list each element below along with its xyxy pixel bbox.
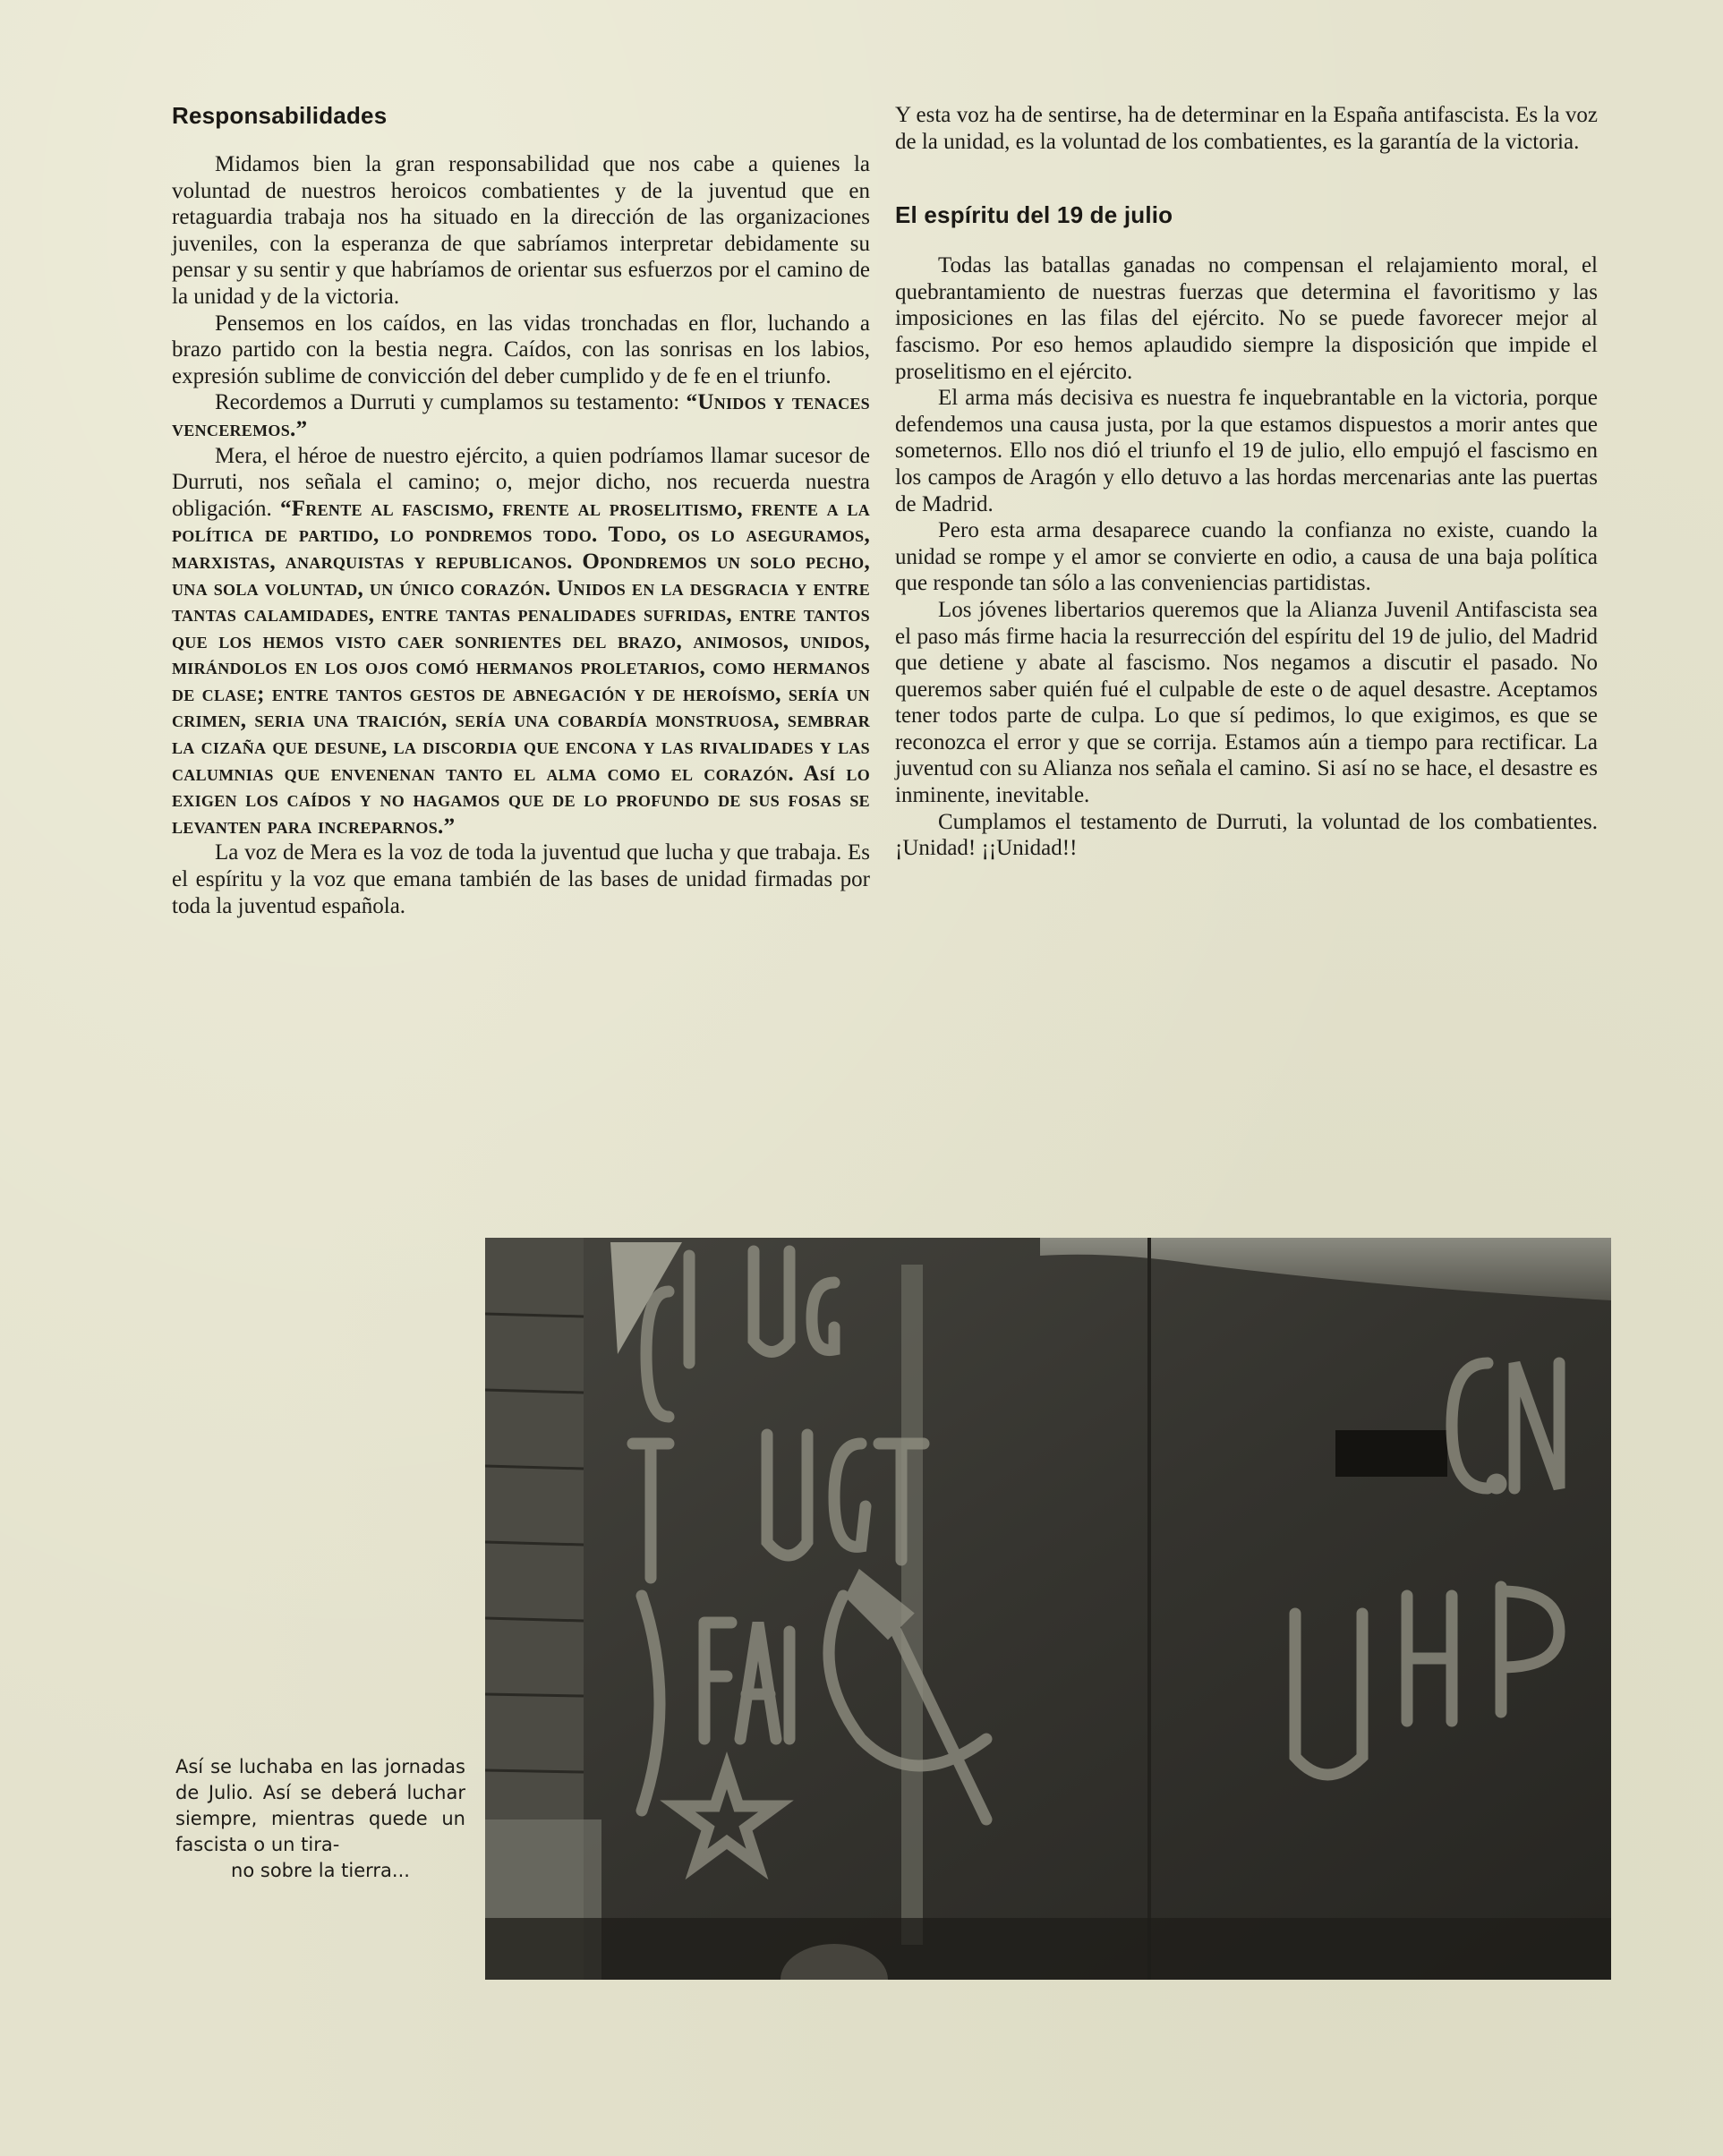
paragraph-mera bbox=[172, 443, 870, 840]
durruti-lead: Recordemos a Durruti y cumplamos su testamento: bbox=[215, 390, 687, 415]
section-heading-responsabilidades: Responsabilidades bbox=[172, 102, 388, 129]
mera-quote: “Frente al fascismo, frente al proselitismo, frente a la política de partido, lo pondremos todo. Todo, os lo aseguramos, marxistas, anarquistas y republicanos. Opondremos un solo pecho, una sola voluntad, un único corazón. Unidos en la desgracia y entre tantas calamidades, entre tantas penalidades sufridas, entre tantos que los hemos visto caer sonrientes del brazo, animosos, unidos, mirándolos en los ojos comó hermanos proletarios, como hermanos de clase; entre tantos gestos de abnegación y de heroísmo, sería un crimen, seria una traición, sería una cobardía monstruosa, sembrar la cizaña que desune, la discordia que encona y las rivalidades y las calumnias que envenenan tanto el alma como el corazón. Así lo exigen los caídos y no hagamos que de lo profundo de sus fosas se levanten para increparnos.” bbox=[172, 496, 870, 839]
caption-text: Así se luchaba en las jornadas de Julio. Así se deberá luchar siempre, mientras quede un fascista o un tira- bbox=[175, 1756, 465, 1855]
paragraph-midamos: Midamos bien la gran responsabilidad que nos cabe a quienes la voluntad de nuestros heroicos combatientes y de la juventud que en retaguardia trabaja nos ha situado en la dirección de las organizaciones juveniles, con la esperanza de que sabríamos interpretar debidamente su pensar y su sentir y que habríamos de orientar sus esfuerzos por el camino de la unidad y de la victoria. bbox=[172, 152, 870, 309]
photo-painted-wagon bbox=[485, 1238, 1611, 1980]
paragraph-pero: Pero esta arma desaparece cuando la confianza no existe, cuando la unidad se rompe y el amor se convierte en odio, a causa de una baja política que responde tan sólo a las conveniencias partidistas. bbox=[895, 518, 1598, 596]
left-column bbox=[172, 102, 870, 919]
mera-lead: Mera, el héroe de nuestro ejército, a quien podríamos llamar sucesor de Durruti, nos señala el camino; o, mejor dicho, nos recuerda nuestra obligación. bbox=[172, 443, 870, 521]
right-column bbox=[895, 102, 1598, 862]
paragraph-jovenes: Los jóvenes libertarios queremos que la Alianza Juvenil Antifascista sea el paso más firme hacia la resurrección del espíritu del 19 de julio, del Madrid que detiene y abate al fascismo. Nos negamos a discutir el pasado. No queremos saber quién fué el culpable de este o de aquel desastre. Aceptamos tener todos parte de culpa. Lo que sí pedimos, lo que exigimos, es que se reconozca el error y que se corrija. Estamos aún a tiempo para rectificar. La juventud con su Alianza nos señala el camino. Si así no se hace, el desastre es inminente, inevitable. bbox=[895, 597, 1598, 808]
paragraph-durruti bbox=[172, 389, 870, 442]
paragraph-batallas: Todas las batallas ganadas no compensan el relajamiento moral, el quebrantamiento de nuestras fuerzas que determina el favoritismo y las imposiciones en las filas del ejército. No se puede favorecer mejor al fascismo. Por eso hemos aplaudido siempre la disposición que impide el proselitismo en el ejército. bbox=[895, 253, 1598, 384]
paragraph-cumplamos: Cumplamos el testamento de Durruti, la voluntad de los combatientes. ¡Unidad! ¡¡Unidad!! bbox=[895, 809, 1598, 861]
paragraph-pensemos: Pensemos en los caídos, en las vidas tronchadas en flor, luchando a brazo partido con la bestia negra. Caídos, con las sonrisas en los labios, expresión sublime de convicción del deber cumplido y de fe en el triunfo. bbox=[172, 311, 870, 388]
caption-last-line: no sobre la tierra... bbox=[231, 1860, 410, 1881]
durruti-quote: “Unidos y tenaces venceremos.” bbox=[172, 390, 870, 441]
paragraph-arma: El arma más decisiva es nuestra fe inquebrantable en la victoria, porque defendemos una causa justa, por la que estamos dispuestos a morir antes que someternos. Ello nos dió el triunfo el 19 de julio, ello empujó el fascismo en los campos de Aragón y ello detuvo a las hordas mercenarias ante las puertas de Madrid. bbox=[895, 386, 1598, 516]
paragraph-voz-de-mera: La voz de Mera es la voz de toda la juventud que lucha y que trabaja. Es el espíritu y la voz que emana también de las bases de unidad firmadas por toda la juventud española. bbox=[172, 840, 870, 918]
photo-caption bbox=[175, 1754, 465, 1884]
paragraph-continuation: Y esta voz ha de sentirse, ha de determinar en la España antifascista. Es la voz de la unidad, es la voluntad de los combatientes, es la garantía de la victoria. bbox=[895, 103, 1598, 154]
section-heading-espiritu-19-julio: El espíritu del 19 de julio bbox=[895, 201, 1173, 229]
